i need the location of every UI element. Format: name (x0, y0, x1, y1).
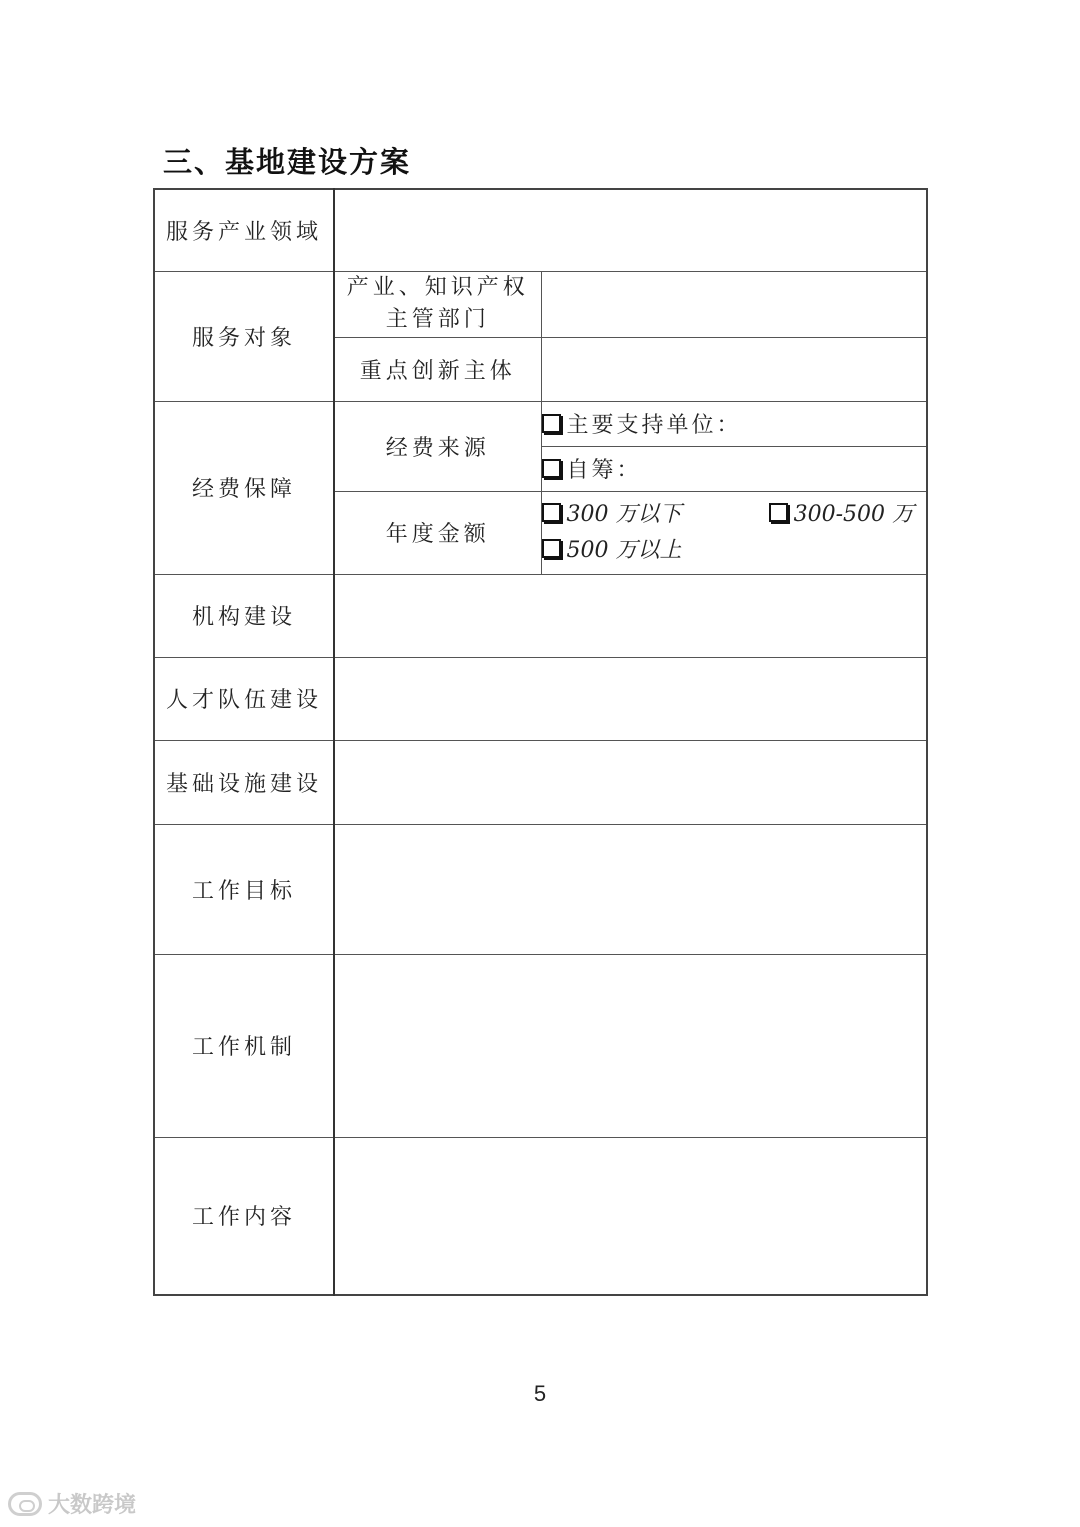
checkbox-icon[interactable] (542, 539, 561, 558)
watermark (8, 1488, 136, 1519)
source-option-main-label: 主要支持单位： (566, 413, 742, 438)
institution-label: 机构建设 (154, 574, 334, 657)
target-innovators-value[interactable] (541, 337, 927, 401)
target-innovators-label: 重点创新主体 (334, 337, 541, 401)
annual-amount-label: 年度金额 (334, 491, 541, 574)
target-authorities-label: 产业、知识产权主管部门 (334, 271, 541, 337)
watermark-logo-icon (8, 1492, 42, 1516)
annual-amount-options (541, 491, 927, 574)
institution-value[interactable] (334, 574, 927, 657)
infrastructure-value[interactable] (334, 740, 927, 824)
page-number: 5 (533, 1381, 547, 1406)
amount-option-over-500[interactable] (542, 538, 682, 563)
service-target-label: 服务对象 (154, 271, 334, 401)
base-construction-form (153, 188, 928, 1296)
watermark-text: 大数跨境 (48, 1493, 137, 1518)
source-option-main-supporter[interactable] (541, 401, 927, 446)
work-goal-value[interactable] (334, 824, 927, 954)
funding-source-label: 经费来源 (334, 401, 541, 491)
checkbox-icon[interactable] (542, 503, 561, 522)
target-authorities-value[interactable] (541, 271, 927, 337)
work-content-label: 工作内容 (154, 1137, 334, 1295)
section-heading: 三、基地建设方案 (163, 145, 412, 179)
work-mechanism-label: 工作机制 (154, 954, 334, 1137)
service-field-label: 服务产业领域 (154, 189, 334, 271)
checkbox-icon[interactable] (542, 414, 561, 433)
funding-label: 经费保障 (154, 401, 334, 574)
work-content-value[interactable] (334, 1137, 927, 1295)
checkbox-icon[interactable] (542, 459, 561, 478)
amount-option-under-300[interactable] (542, 497, 682, 533)
talent-value[interactable] (334, 657, 927, 740)
amount-option-over-500-label: 500 万以上 (566, 537, 682, 563)
service-field-value[interactable] (334, 189, 927, 271)
amount-option-300-500[interactable] (769, 497, 914, 533)
checkbox-icon[interactable] (769, 503, 788, 522)
talent-label: 人才队伍建设 (154, 657, 334, 740)
amount-option-under-300-label: 300 万以下 (566, 501, 682, 527)
source-option-self-funded[interactable] (541, 446, 927, 491)
work-mechanism-value[interactable] (334, 954, 927, 1137)
work-goal-label: 工作目标 (154, 824, 334, 954)
source-option-self-label: 自筹： (566, 458, 642, 483)
amount-option-300-500-label: 300-500 万 (793, 501, 914, 527)
infrastructure-label: 基础设施建设 (154, 740, 334, 824)
